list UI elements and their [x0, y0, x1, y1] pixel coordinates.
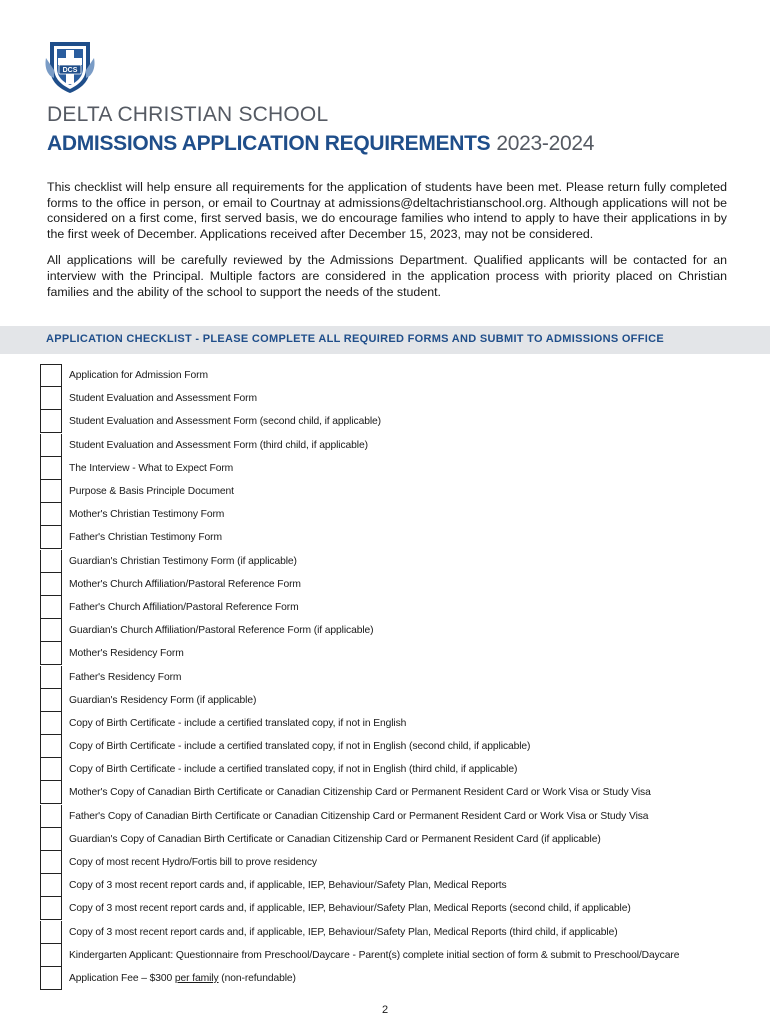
checkbox[interactable] [40, 457, 62, 480]
checklist-item-label: Guardian's Copy of Canadian Birth Certificate or Canadian Citizenship Card or Permanent Resident Card (if applicable) [69, 833, 601, 845]
checkbox[interactable] [40, 712, 62, 735]
checkbox[interactable] [40, 619, 62, 642]
checklist-item [40, 364, 760, 387]
checklist-item [40, 480, 760, 503]
checklist-item [40, 805, 760, 828]
checklist-item [40, 735, 760, 758]
checklist-item [40, 944, 760, 967]
school-crest-logo [44, 38, 96, 94]
checkbox[interactable] [40, 851, 62, 874]
checklist-item [40, 851, 760, 874]
checklist-item-label: Purpose & Basis Principle Document [69, 486, 234, 498]
checkbox[interactable] [40, 410, 62, 433]
checkbox[interactable] [40, 526, 62, 549]
checklist-item-label: Copy of most recent Hydro/Fortis bill to prove residency [69, 857, 317, 869]
checklist-item [40, 921, 760, 944]
page-number: 2 [381, 1004, 389, 1016]
checklist-item-label: Guardian's Christian Testimony Form (if applicable) [69, 555, 297, 567]
checkbox[interactable] [40, 735, 62, 758]
checklist-item [40, 874, 760, 897]
checklist-item-fee [40, 967, 760, 990]
checklist-item-label: Father's Copy of Canadian Birth Certificate or Canadian Citizenship Card or Permanent Resident Card or Work Visa or Study Visa [69, 810, 649, 822]
checklist-item-label: Copy of Birth Certificate - include a certified translated copy, if not in English (second child, if applicable) [69, 741, 531, 753]
checklist-item-label: Student Evaluation and Assessment Form [69, 393, 257, 405]
checkbox[interactable] [40, 596, 62, 619]
checklist-item [40, 642, 760, 665]
checklist-item [40, 619, 760, 642]
checklist-item [40, 712, 760, 735]
checklist-heading-band [0, 326, 770, 354]
logo-text: DCS [62, 67, 78, 74]
checklist-item [40, 457, 760, 480]
checkbox[interactable] [40, 364, 62, 387]
checklist-item [40, 503, 760, 526]
checklist-item-label: Student Evaluation and Assessment Form (second child, if applicable) [69, 416, 382, 428]
checklist-item-label: Guardian's Church Affiliation/Pastoral Reference Form (if applicable) [69, 625, 374, 637]
checkbox[interactable] [40, 805, 62, 828]
checklist-item-label: Application for Admission Form [69, 370, 208, 382]
checkbox[interactable] [40, 434, 62, 457]
checklist-item-label: Guardian's Residency Form (if applicable) [69, 694, 257, 706]
intro-paragraph-2: All applications will be carefully reviewed by the Admissions Department. Qualified applicants will be contacted for an interview with the Principal. Multiple factors are considered in the application process with priority placed on Christian families and the ability of the school to support the needs of the student. [47, 253, 727, 299]
checklist-item-label: Mother's Copy of Canadian Birth Certificate or Canadian Citizenship Card or Permanent Resident Card or Work Visa or Study Visa [69, 787, 651, 799]
checkbox[interactable] [40, 967, 62, 990]
checklist-item-label: Copy of Birth Certificate - include a certified translated copy, if not in English (third child, if applicable) [69, 764, 518, 776]
checklist-heading: APPLICATION CHECKLIST - PLEASE COMPLETE ALL REQUIRED FORMS AND SUBMIT TO ADMISSIONS OFFICE [46, 333, 664, 345]
fee-suffix: (non-refundable) [218, 972, 296, 984]
checklist-item-label: Mother's Church Affiliation/Pastoral Reference Form [69, 578, 301, 590]
checklist-item-label: Copy of 3 most recent report cards and, if applicable, IEP, Behaviour/Safety Plan, Medical Reports (third child, if applicable) [69, 926, 618, 938]
checkbox[interactable] [40, 387, 62, 410]
checklist-item [40, 596, 760, 619]
checkbox[interactable] [40, 921, 62, 944]
checklist-item [40, 828, 760, 851]
checklist-item [40, 573, 760, 596]
checklist-item-label: Copy of 3 most recent report cards and, if applicable, IEP, Behaviour/Safety Plan, Medical Reports (second child, if applicable) [69, 903, 631, 915]
checkbox[interactable] [40, 666, 62, 689]
application-fee-label [69, 973, 296, 984]
checkbox[interactable] [40, 828, 62, 851]
checkbox[interactable] [40, 642, 62, 665]
checklist-item [40, 689, 760, 712]
checklist-item-label: Kindergarten Applicant: Questionnaire from Preschool/Daycare - Parent(s) complete initial section of form & submit to Preschool/Daycare [69, 949, 680, 961]
checklist-item [40, 781, 760, 804]
checklist-item [40, 550, 760, 573]
intro-text [47, 180, 727, 311]
document-title [47, 132, 594, 156]
checklist-item [40, 897, 760, 920]
checkbox[interactable] [40, 689, 62, 712]
checklist-item [40, 526, 760, 549]
checkbox[interactable] [40, 573, 62, 596]
application-checklist [40, 364, 760, 990]
checklist-item-label: Copy of 3 most recent report cards and, if applicable, IEP, Behaviour/Safety Plan, Medical Reports [69, 880, 507, 892]
checklist-item-label: Father's Residency Form [69, 671, 182, 683]
checklist-item-label: The Interview - What to Expect Form [69, 462, 234, 474]
checklist-item-label: Father's Church Affiliation/Pastoral Reference Form [69, 601, 299, 613]
school-year: 2023-2024 [496, 132, 595, 155]
checklist-item [40, 410, 760, 433]
school-name: DELTA CHRISTIAN SCHOOL [47, 103, 329, 126]
checklist-item-label: Mother's Christian Testimony Form [69, 509, 225, 521]
checkbox[interactable] [40, 758, 62, 781]
fee-prefix: Application Fee – $300 [69, 972, 175, 984]
intro-paragraph-1: This checklist will help ensure all requirements for the application of students have been met. Please return fully completed forms to the office in person, or email to Courtnay at admissions@deltachristianschool.org. Although applications will not be considered on a first come, first served basis, we do encourage families who intend to apply to have their applications in by the first week of December. Applications received after December 15, 2023, may not be considered. [47, 180, 727, 241]
checkbox[interactable] [40, 503, 62, 526]
checklist-item-label: Copy of Birth Certificate - include a certified translated copy, if not in English [69, 717, 407, 729]
checklist-item-label: Mother's Residency Form [69, 648, 184, 660]
title-text: ADMISSIONS APPLICATION REQUIREMENTS [47, 132, 491, 155]
checkbox[interactable] [40, 874, 62, 897]
checkbox[interactable] [40, 944, 62, 967]
checklist-item [40, 758, 760, 781]
checklist-item-label: Student Evaluation and Assessment Form (third child, if applicable) [69, 439, 368, 451]
checklist-item [40, 665, 760, 688]
checkbox[interactable] [40, 550, 62, 573]
checkbox[interactable] [40, 480, 62, 503]
fee-per-family: per family [174, 972, 219, 984]
checklist-item-label: Father's Christian Testimony Form [69, 532, 222, 544]
checkbox[interactable] [40, 897, 62, 920]
checklist-item [40, 434, 760, 457]
checklist-item [40, 387, 760, 410]
checkbox[interactable] [40, 781, 62, 804]
